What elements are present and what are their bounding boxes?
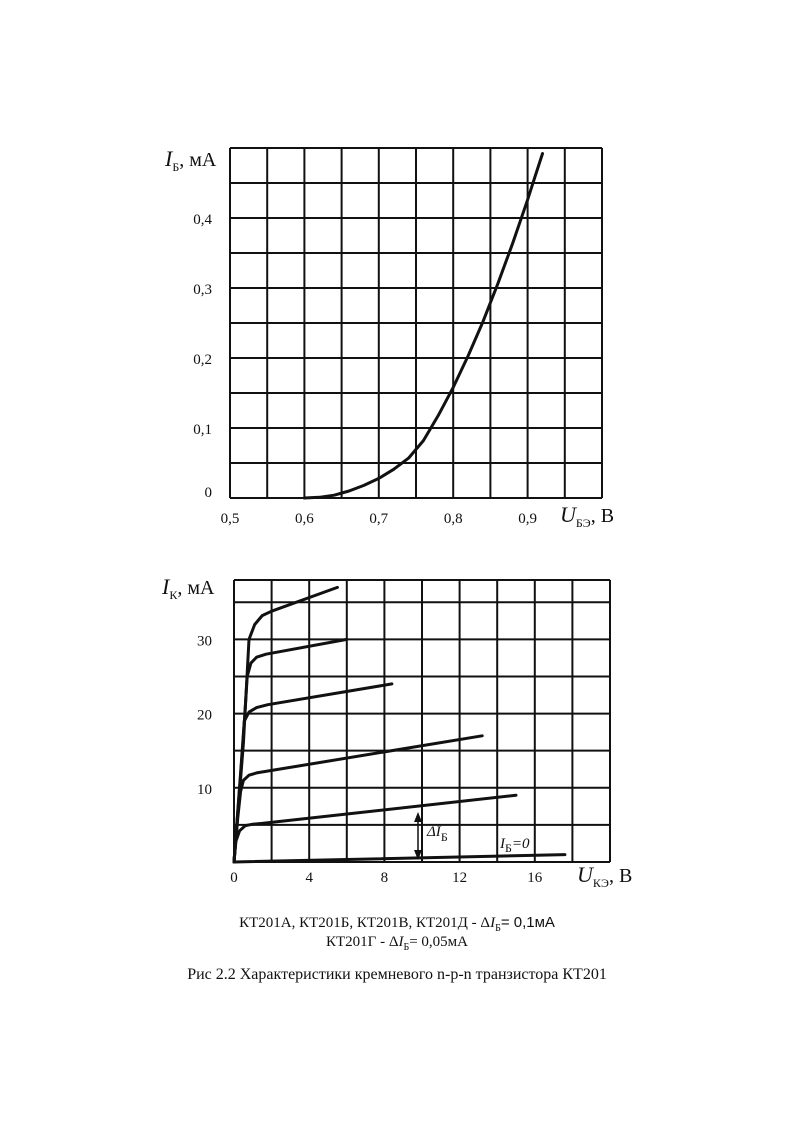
delta-ib-subscript: Б: [440, 830, 448, 844]
chart1-ylabel-subscript: Б: [172, 160, 180, 174]
chart1-xlabel-symbol: U: [560, 502, 576, 527]
chart2-y-tick-label: 30: [197, 633, 212, 650]
chart2-x-tick-label: 16: [527, 870, 543, 886]
zero-ib-symbol: I: [500, 836, 505, 852]
chart1-xlabel: [560, 502, 614, 530]
chart2-y-tick-label: 10: [197, 781, 212, 798]
chart1-xlabel-subscript: БЭ: [575, 516, 591, 530]
chart1-y-tick-label: 0,4: [193, 212, 212, 228]
chart1-x-tick-label: 0,5: [220, 511, 240, 527]
chart2-xlabel-unit: , В: [608, 865, 633, 887]
chart1-x-tick-label: 0,9: [518, 511, 537, 527]
note2-symbol: I: [398, 934, 404, 950]
note1-value: = 0,1мА: [500, 914, 555, 931]
chart1-xlabel-unit: , В: [590, 505, 615, 527]
note1-subscript: Б: [495, 923, 501, 934]
chart1-series-line: [304, 154, 542, 498]
chart1-ylabel: [164, 146, 217, 174]
delta-ib-label: [426, 824, 448, 844]
chart1-y-tick-label: 0,2: [193, 352, 212, 368]
chart2-x-tick-label: 4: [305, 870, 313, 886]
chart2-xlabel-symbol: U: [577, 862, 593, 887]
note-line-2: [0, 934, 794, 953]
zero-ib-value: =0: [511, 836, 530, 852]
figure-caption: Рис 2.2 Характеристики кремневого n-p-n транзистора КТ201: [187, 966, 607, 983]
note-line-1: [0, 914, 794, 934]
note1-prefix: КТ201А, КТ201Б, КТ201В, КТ201Д - Δ: [239, 915, 491, 931]
note2-prefix: КТ201Г - Δ: [325, 934, 399, 950]
chart2-x-tick-label: 8: [380, 870, 389, 886]
chart2-xlabel: [577, 862, 632, 890]
note2-value: = 0,05мА: [409, 934, 469, 950]
chart2-ylabel-unit: , мА: [177, 577, 215, 599]
chart1-x-tick-label: 0,7: [369, 511, 389, 527]
chart1-tick-labels: [193, 212, 537, 527]
chart1-ylabel-symbol: I: [165, 146, 173, 171]
chart2-x-tick-label: 12: [452, 870, 468, 886]
zero-ib-subscript: Б: [505, 841, 512, 855]
output-characteristics-chart: [161, 574, 632, 890]
chart2-series-group: [234, 587, 565, 862]
chart2-series-line-0: [234, 855, 565, 862]
chart2-ylabel: [161, 574, 215, 602]
chart1-grid: [230, 148, 602, 498]
chart1-x-tick-label: 0,6: [295, 511, 314, 527]
chart1-y-tick-label: 0,3: [193, 282, 212, 298]
chart1-y-tick-label: 0,1: [193, 422, 212, 438]
input-characteristic-chart: [164, 146, 614, 530]
delta-ib-arrow: [414, 812, 422, 860]
zero-ib-label: [499, 836, 530, 855]
chart1-ylabel-unit: , мА: [179, 149, 217, 171]
chart2-series-line-1: [234, 795, 516, 862]
chart2-xlabel-subscript: КЭ: [592, 876, 609, 890]
chart2-x-tick-label: 0: [230, 870, 238, 886]
chart1-y-tick-label: 0: [204, 485, 212, 501]
note1-symbol: I: [490, 915, 496, 931]
chart2-ylabel-symbol: I: [162, 574, 170, 599]
chart1-x-tick-label: 0,8: [443, 511, 463, 527]
chart2-ylabel-subscript: К: [169, 588, 178, 602]
delta-ib-symbol: ΔI: [427, 824, 441, 840]
note2-subscript: Б: [403, 942, 410, 953]
chart2-y-tick-label: 20: [197, 707, 212, 724]
